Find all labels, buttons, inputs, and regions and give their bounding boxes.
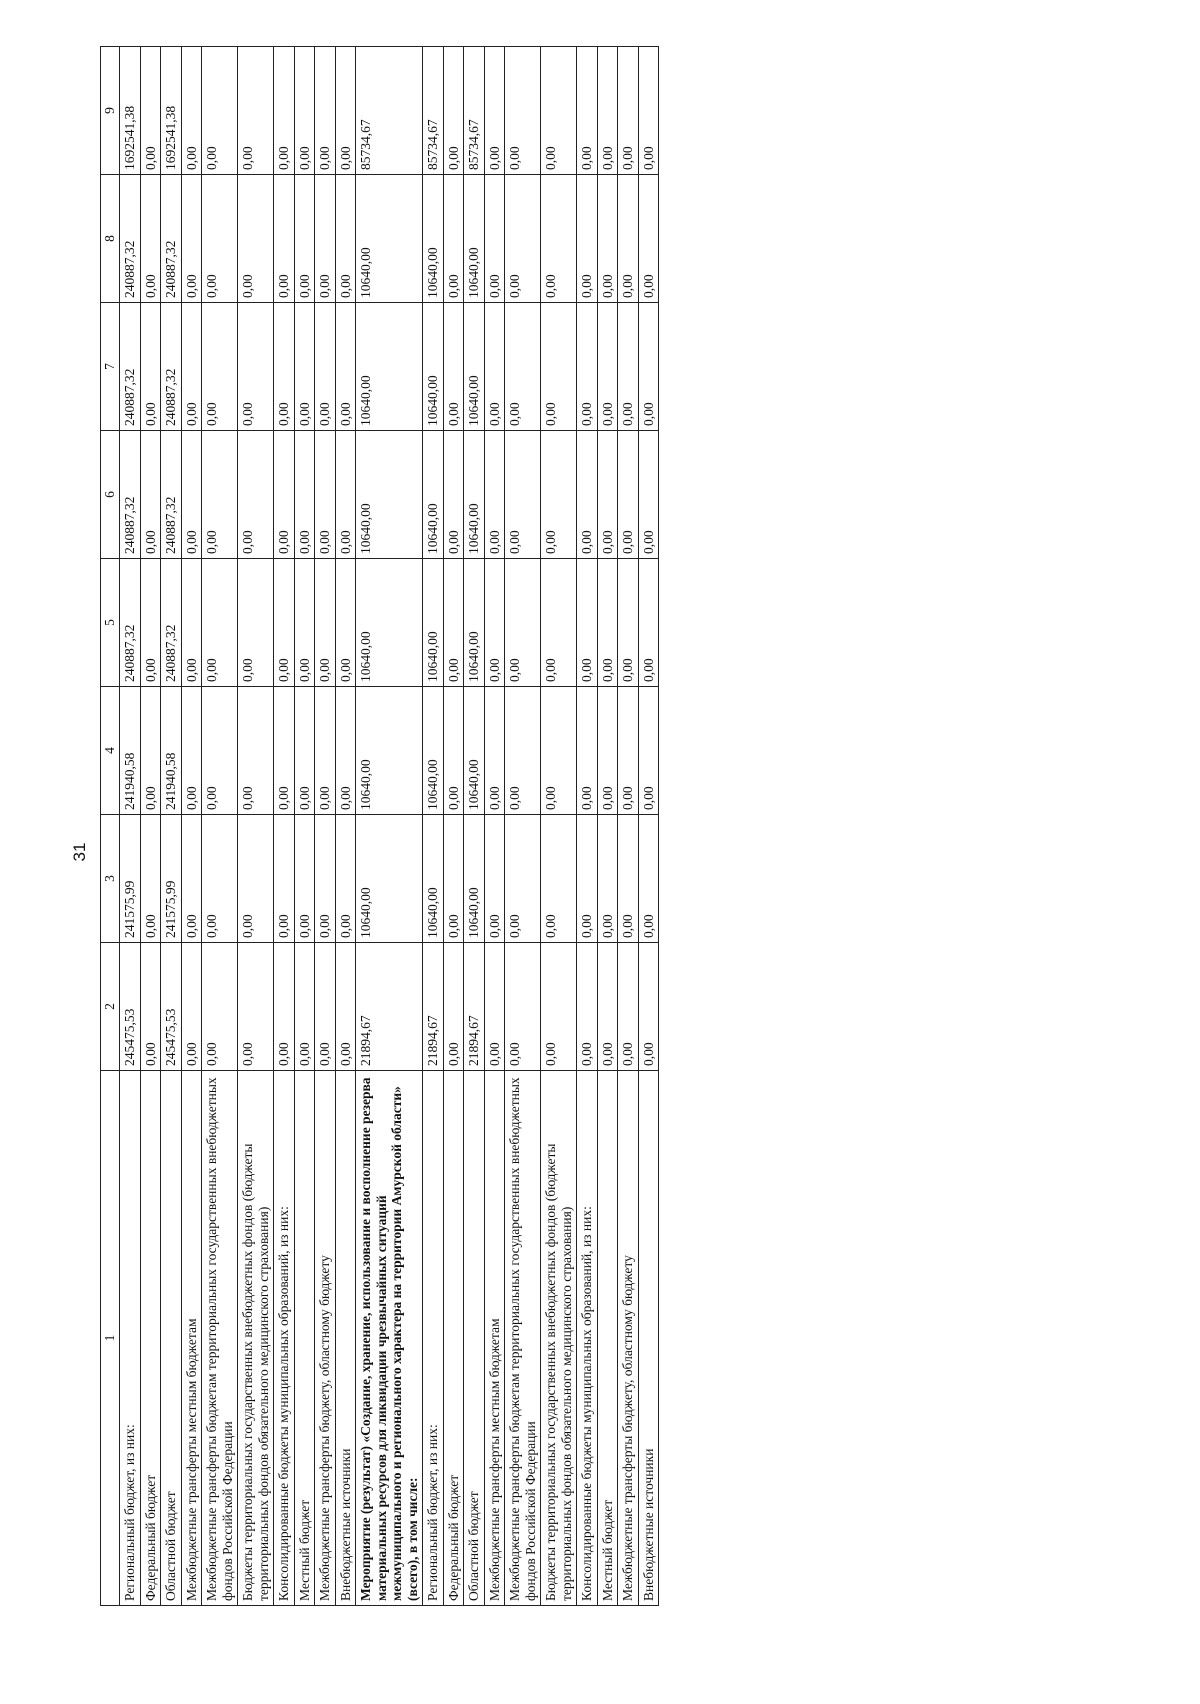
value-cell: 0,00 <box>335 431 356 559</box>
value-cell: 0,00 <box>597 687 618 815</box>
value-cell: 10640,00 <box>356 303 423 431</box>
value-cell: 241575,99 <box>161 815 182 943</box>
value-cell: 0,00 <box>294 815 315 943</box>
value-cell: 0,00 <box>577 815 598 943</box>
row-label: Областной бюджет <box>464 1071 485 1606</box>
value-cell: 10640,00 <box>464 175 485 303</box>
row-label: Федеральный бюджет <box>443 1071 464 1606</box>
row-label: Межбюджетные трансферты местным бюджетам <box>484 1071 505 1606</box>
value-cell: 0,00 <box>202 431 238 559</box>
table-row <box>541 47 577 1606</box>
row-label: Федеральный бюджет <box>140 1071 161 1606</box>
value-cell: 0,00 <box>181 431 202 559</box>
value-cell: 0,00 <box>274 815 295 943</box>
row-label: Мероприятие (результат) «Создание, хранение, использование и восполнение резерва материальных ресурсов для ликвидации чрезвычайных ситуаций межмуниципального и регионального характера на территории Амурской области» (всего), в том числе: <box>356 1071 423 1606</box>
value-cell: 0,00 <box>335 687 356 815</box>
value-cell: 0,00 <box>541 175 577 303</box>
value-cell: 0,00 <box>238 175 274 303</box>
value-cell: 0,00 <box>238 47 274 175</box>
column-header-1: 1 <box>101 1071 120 1606</box>
value-cell: 0,00 <box>274 559 295 687</box>
column-header-7: 7 <box>101 303 120 431</box>
value-cell: 10640,00 <box>464 431 485 559</box>
rotated-table-container <box>100 46 1130 1606</box>
value-cell: 0,00 <box>597 815 618 943</box>
value-cell: 0,00 <box>638 559 659 687</box>
value-cell: 0,00 <box>238 303 274 431</box>
table-row <box>181 47 202 1606</box>
value-cell: 0,00 <box>335 559 356 687</box>
row-label: Региональный бюджет, из них: <box>423 1071 444 1606</box>
value-cell: 0,00 <box>638 47 659 175</box>
value-cell: 21894,67 <box>356 943 423 1071</box>
value-cell: 0,00 <box>618 303 639 431</box>
value-cell: 0,00 <box>484 687 505 815</box>
value-cell: 240887,32 <box>120 431 141 559</box>
value-cell: 0,00 <box>484 943 505 1071</box>
row-label: Межбюджетные трансферты бюджету, областному бюджету <box>618 1071 639 1606</box>
value-cell: 240887,32 <box>120 559 141 687</box>
value-cell: 245475,53 <box>120 943 141 1071</box>
table-row <box>335 47 356 1606</box>
value-cell: 10640,00 <box>356 687 423 815</box>
value-cell: 10640,00 <box>464 815 485 943</box>
table-row <box>484 47 505 1606</box>
value-cell: 0,00 <box>238 559 274 687</box>
row-label: Местный бюджет <box>597 1071 618 1606</box>
value-cell: 0,00 <box>618 559 639 687</box>
value-cell: 0,00 <box>294 303 315 431</box>
value-cell: 0,00 <box>335 303 356 431</box>
value-cell: 0,00 <box>181 815 202 943</box>
table-body <box>120 47 659 1606</box>
value-cell: 0,00 <box>577 943 598 1071</box>
value-cell: 0,00 <box>315 303 336 431</box>
row-label: Межбюджетные трансферты местным бюджетам <box>181 1071 202 1606</box>
value-cell: 0,00 <box>618 943 639 1071</box>
table-row <box>238 47 274 1606</box>
value-cell: 0,00 <box>505 687 541 815</box>
budget-table <box>100 46 659 1606</box>
header-row <box>101 47 120 1606</box>
value-cell: 0,00 <box>541 687 577 815</box>
value-cell: 0,00 <box>541 559 577 687</box>
value-cell: 0,00 <box>577 47 598 175</box>
value-cell: 0,00 <box>618 431 639 559</box>
value-cell: 21894,67 <box>423 943 444 1071</box>
value-cell: 10640,00 <box>423 687 444 815</box>
value-cell: 10640,00 <box>423 175 444 303</box>
value-cell: 0,00 <box>140 559 161 687</box>
table-row <box>505 47 541 1606</box>
value-cell: 0,00 <box>443 47 464 175</box>
value-cell: 0,00 <box>597 47 618 175</box>
value-cell: 0,00 <box>202 559 238 687</box>
value-cell: 0,00 <box>140 687 161 815</box>
table-row <box>161 47 182 1606</box>
value-cell: 85734,67 <box>464 47 485 175</box>
value-cell: 0,00 <box>577 687 598 815</box>
value-cell: 0,00 <box>140 943 161 1071</box>
value-cell: 0,00 <box>202 943 238 1071</box>
value-cell: 0,00 <box>597 303 618 431</box>
value-cell: 240887,32 <box>120 175 141 303</box>
value-cell: 10640,00 <box>356 431 423 559</box>
table-row <box>443 47 464 1606</box>
value-cell: 240887,32 <box>161 303 182 431</box>
value-cell: 0,00 <box>443 943 464 1071</box>
value-cell: 0,00 <box>140 431 161 559</box>
row-label: Межбюджетные трансферты бюджетам территориальных государственных внебюджетных фондов Российской Федерации <box>202 1071 238 1606</box>
value-cell: 10640,00 <box>464 303 485 431</box>
value-cell: 0,00 <box>505 943 541 1071</box>
value-cell: 0,00 <box>140 815 161 943</box>
value-cell: 0,00 <box>238 431 274 559</box>
value-cell: 0,00 <box>618 687 639 815</box>
value-cell: 0,00 <box>181 175 202 303</box>
value-cell: 0,00 <box>274 687 295 815</box>
value-cell: 0,00 <box>315 175 336 303</box>
column-header-2: 2 <box>101 943 120 1071</box>
value-cell: 0,00 <box>202 303 238 431</box>
table-header <box>101 47 120 1606</box>
value-cell: 0,00 <box>618 815 639 943</box>
column-header-3: 3 <box>101 815 120 943</box>
value-cell: 0,00 <box>315 687 336 815</box>
value-cell: 0,00 <box>335 943 356 1071</box>
value-cell: 0,00 <box>505 559 541 687</box>
column-header-8: 8 <box>101 175 120 303</box>
value-cell: 0,00 <box>181 559 202 687</box>
value-cell: 0,00 <box>597 943 618 1071</box>
value-cell: 0,00 <box>638 175 659 303</box>
value-cell: 0,00 <box>484 303 505 431</box>
row-label: Бюджеты территориальных государственных внебюджетных фондов (бюджеты территориальных фондов обязательного медицинского страхования) <box>541 1071 577 1606</box>
value-cell: 0,00 <box>597 175 618 303</box>
column-header-6: 6 <box>101 431 120 559</box>
value-cell: 0,00 <box>294 687 315 815</box>
value-cell: 21894,67 <box>464 943 485 1071</box>
value-cell: 0,00 <box>484 815 505 943</box>
table-row <box>638 47 659 1606</box>
value-cell: 0,00 <box>505 47 541 175</box>
value-cell: 0,00 <box>294 175 315 303</box>
value-cell: 0,00 <box>202 815 238 943</box>
value-cell: 0,00 <box>484 431 505 559</box>
value-cell: 0,00 <box>577 559 598 687</box>
value-cell: 10640,00 <box>423 303 444 431</box>
value-cell: 0,00 <box>505 431 541 559</box>
value-cell: 0,00 <box>505 303 541 431</box>
value-cell: 0,00 <box>505 175 541 303</box>
value-cell: 85734,67 <box>356 47 423 175</box>
value-cell: 10640,00 <box>464 559 485 687</box>
value-cell: 10640,00 <box>356 559 423 687</box>
value-cell: 0,00 <box>274 943 295 1071</box>
value-cell: 0,00 <box>315 47 336 175</box>
value-cell: 0,00 <box>315 943 336 1071</box>
value-cell: 0,00 <box>541 47 577 175</box>
value-cell: 0,00 <box>181 47 202 175</box>
value-cell: 0,00 <box>315 431 336 559</box>
row-label: Внебюджетные источники <box>335 1071 356 1606</box>
table-row <box>423 47 444 1606</box>
value-cell: 0,00 <box>335 175 356 303</box>
value-cell: 0,00 <box>443 815 464 943</box>
value-cell: 0,00 <box>315 559 336 687</box>
value-cell: 0,00 <box>202 175 238 303</box>
value-cell: 0,00 <box>181 303 202 431</box>
value-cell: 10640,00 <box>423 815 444 943</box>
value-cell: 0,00 <box>484 175 505 303</box>
table-row <box>120 47 141 1606</box>
table-row <box>356 47 423 1606</box>
value-cell: 0,00 <box>274 47 295 175</box>
value-cell: 10640,00 <box>356 175 423 303</box>
value-cell: 85734,67 <box>423 47 444 175</box>
row-label: Консолидированные бюджеты муниципальных образований, из них: <box>577 1071 598 1606</box>
table-row <box>315 47 336 1606</box>
value-cell: 0,00 <box>202 47 238 175</box>
value-cell: 0,00 <box>335 47 356 175</box>
value-cell: 0,00 <box>638 815 659 943</box>
row-label: Межбюджетные трансферты бюджету, областному бюджету <box>315 1071 336 1606</box>
value-cell: 0,00 <box>443 303 464 431</box>
value-cell: 0,00 <box>181 687 202 815</box>
value-cell: 0,00 <box>597 431 618 559</box>
value-cell: 0,00 <box>638 431 659 559</box>
value-cell: 0,00 <box>238 943 274 1071</box>
table-row <box>597 47 618 1606</box>
value-cell: 0,00 <box>294 943 315 1071</box>
value-cell: 0,00 <box>140 303 161 431</box>
row-label: Внебюджетные источники <box>638 1071 659 1606</box>
table-row <box>274 47 295 1606</box>
value-cell: 241940,58 <box>120 687 141 815</box>
value-cell: 0,00 <box>577 431 598 559</box>
value-cell: 10640,00 <box>356 815 423 943</box>
value-cell: 0,00 <box>577 175 598 303</box>
value-cell: 0,00 <box>597 559 618 687</box>
column-header-4: 4 <box>101 687 120 815</box>
table-row <box>294 47 315 1606</box>
value-cell: 10640,00 <box>464 687 485 815</box>
value-cell: 240887,32 <box>161 559 182 687</box>
row-label: Межбюджетные трансферты бюджетам территориальных государственных внебюджетных фондов Российской Федерации <box>505 1071 541 1606</box>
value-cell: 0,00 <box>541 815 577 943</box>
page-number: 31 <box>70 842 89 862</box>
value-cell: 0,00 <box>638 303 659 431</box>
value-cell: 0,00 <box>443 687 464 815</box>
value-cell: 0,00 <box>638 943 659 1071</box>
value-cell: 241575,99 <box>120 815 141 943</box>
value-cell: 240887,32 <box>120 303 141 431</box>
value-cell: 0,00 <box>505 815 541 943</box>
value-cell: 0,00 <box>181 943 202 1071</box>
value-cell: 0,00 <box>638 687 659 815</box>
row-label: Консолидированные бюджеты муниципальных образований, из них: <box>274 1071 295 1606</box>
value-cell: 0,00 <box>140 47 161 175</box>
value-cell: 0,00 <box>541 303 577 431</box>
value-cell: 0,00 <box>541 431 577 559</box>
value-cell: 0,00 <box>618 175 639 303</box>
value-cell: 0,00 <box>443 431 464 559</box>
value-cell: 10640,00 <box>423 431 444 559</box>
value-cell: 1692541,38 <box>161 47 182 175</box>
value-cell: 245475,53 <box>161 943 182 1071</box>
table-row <box>140 47 161 1606</box>
value-cell: 240887,32 <box>161 431 182 559</box>
value-cell: 1692541,38 <box>120 47 141 175</box>
row-label: Местный бюджет <box>294 1071 315 1606</box>
value-cell: 0,00 <box>274 175 295 303</box>
value-cell: 0,00 <box>202 687 238 815</box>
value-cell: 0,00 <box>335 815 356 943</box>
value-cell: 0,00 <box>140 175 161 303</box>
row-label: Бюджеты территориальных государственных внебюджетных фондов (бюджеты территориальных фондов обязательного медицинского страхования) <box>238 1071 274 1606</box>
value-cell: 0,00 <box>618 47 639 175</box>
value-cell: 0,00 <box>577 303 598 431</box>
value-cell: 0,00 <box>274 303 295 431</box>
value-cell: 0,00 <box>443 559 464 687</box>
value-cell: 0,00 <box>294 47 315 175</box>
value-cell: 0,00 <box>443 175 464 303</box>
table-row <box>618 47 639 1606</box>
value-cell: 0,00 <box>484 47 505 175</box>
column-header-9: 9 <box>101 47 120 175</box>
row-label: Региональный бюджет, из них: <box>120 1071 141 1606</box>
value-cell: 0,00 <box>294 431 315 559</box>
table-row <box>202 47 238 1606</box>
value-cell: 0,00 <box>541 943 577 1071</box>
table-row <box>577 47 598 1606</box>
value-cell: 0,00 <box>484 559 505 687</box>
value-cell: 0,00 <box>315 815 336 943</box>
value-cell: 240887,32 <box>161 175 182 303</box>
value-cell: 0,00 <box>274 431 295 559</box>
value-cell: 10640,00 <box>423 559 444 687</box>
row-label: Областной бюджет <box>161 1071 182 1606</box>
value-cell: 0,00 <box>294 559 315 687</box>
table-row <box>464 47 485 1606</box>
value-cell: 0,00 <box>238 687 274 815</box>
value-cell: 0,00 <box>238 815 274 943</box>
value-cell: 241940,58 <box>161 687 182 815</box>
column-header-5: 5 <box>101 559 120 687</box>
